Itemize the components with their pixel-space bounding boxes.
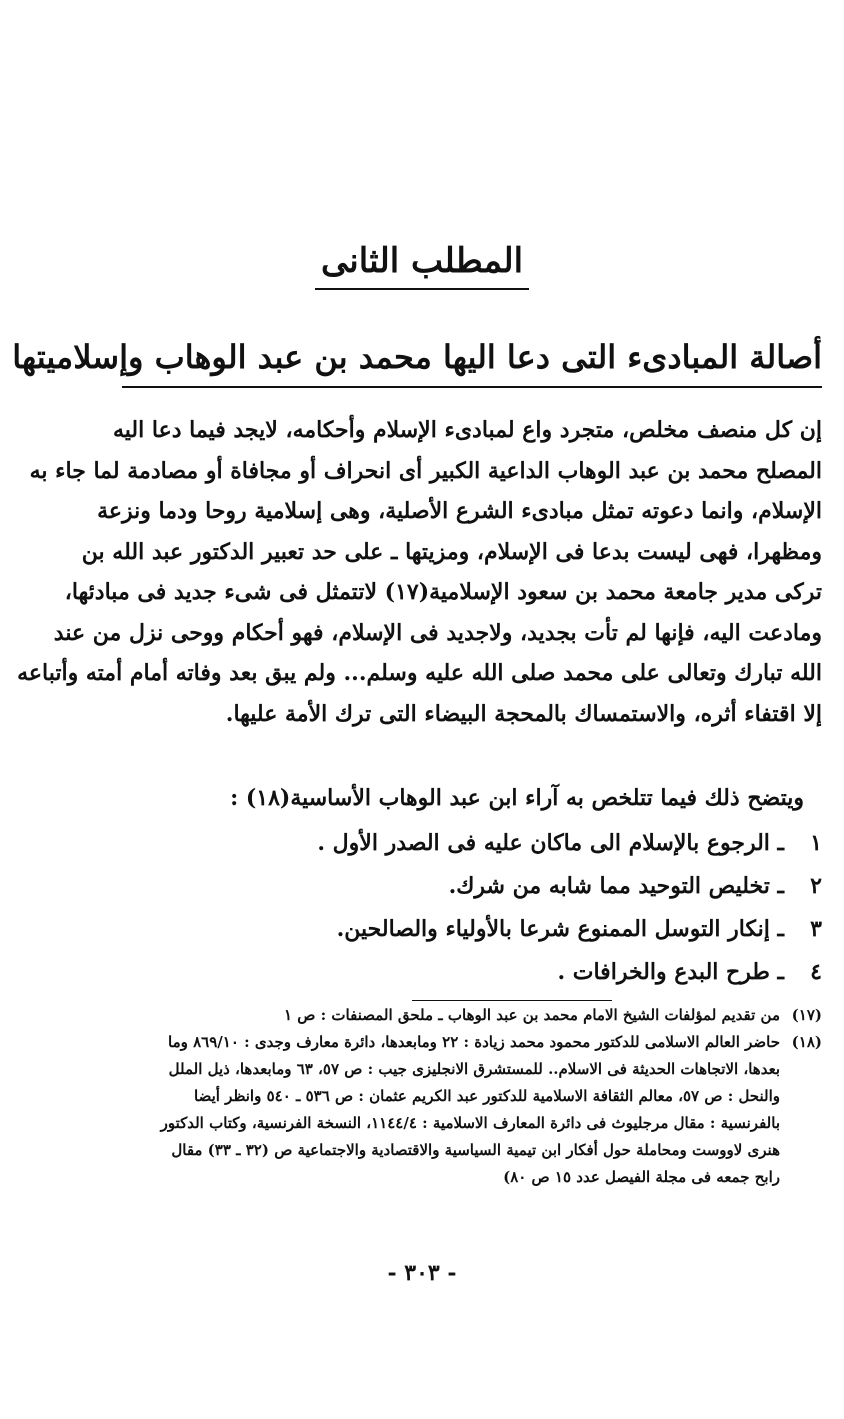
footnote-number: (١٨) [791, 1033, 822, 1051]
list-item [122, 822, 822, 865]
paragraph-line: الله تبارك وتعالى على محمد صلى الله عليه وسلم... ولم يبق بعد وفاته أمام أمته وأتباعه [17, 660, 822, 686]
paragraph-line: الإسلام، وانما دعوته تمثل مبادىء الشرع الأصلية، وهى إسلامية روحا ودما ونزعة [97, 498, 822, 524]
paragraph-line: إن كل منصف مخلص، متجرد واع لمبادىء الإسلام وأحكامه، لايجد فيما دعا اليه [112, 417, 822, 443]
section-title-text: المطلب الثانى [315, 238, 529, 290]
list-item-text: ـ الرجوع بالإسلام الى ماكان عليه فى الصدر الأول . [317, 830, 784, 856]
footnote-line: بالفرنسية : مقال مرجليوث فى دائرة المعارف الاسلامية : ١١٤٤/٤، النسخة الفرنسية، وكتاب الدكتور [160, 1114, 780, 1132]
paragraph-line: المصلح محمد بن عبد الوهاب الداعية الكبير أى انحراف أو مجافاة أو مصادمة لما جاء به [29, 457, 822, 484]
page-number: - ٣٠٣ - [387, 1260, 457, 1286]
list-item [122, 908, 822, 951]
chapter-heading: أصالة المبادىء التى دعا اليها محمد بن عبد الوهاب وإسلاميتها [122, 334, 822, 388]
list-item-text: ـ إنكار التوسل الممنوع شرعا بالأولياء والصالحين. [336, 916, 784, 942]
footnote-line: هنرى لاووست ومحاملة حول أفكار ابن تيمية السياسية والاقتصادية والاجتماعية ص (٣٢ ـ ٣٣) مقال [171, 1141, 780, 1159]
list-item-number: ٣ [810, 916, 822, 942]
list-intro: ويتضح ذلك فيما تتلخص به آراء ابن عبد الوهاب الأساسية(١٨) : [230, 785, 804, 811]
footnote-number: (١٧) [791, 1006, 822, 1024]
paragraph-line: تركى مدير جامعة محمد بن سعود الإسلامية(١٧) لاتتمثل فى شىء جديد فى مبادئها، [64, 579, 822, 605]
paragraph-line: ومظهرا، فهى ليست بدعا فى الإسلام، ومزيتها ـ على حد تعبير الدكتور عبد الله بن [81, 538, 822, 565]
footnote-text [32, 1002, 780, 1029]
list-item-text: ـ طرح البدع والخرافات . [557, 959, 784, 985]
list-item-number: ٢ [810, 873, 822, 899]
paragraph-line: ومادعت اليه، فإنها لم تأت بجديد، ولاجديد فى الإسلام، فهو أحكام ووحى نزل من عند [53, 619, 822, 646]
body-paragraph [17, 410, 822, 734]
footnotes [32, 1002, 822, 1191]
footnote-line: والنحل : ص ٥٧، معالم الثقافة الاسلامية للدكتور عبد الكريم عثمان : ص ٥٣٦ ـ ٥٤٠ وانظر أيضا [194, 1087, 780, 1105]
section-title [0, 238, 844, 290]
footnote-line: من تقديم لمؤلفات الشيخ الامام محمد بن عبد الوهاب ـ ملحق المصنفات : ص ١ [284, 1006, 780, 1024]
paragraph-line: إلا اقتفاء أثره، والاستمساك بالمحجة البيضاء التى ترك الأمة عليها. [225, 700, 822, 727]
list-item [122, 865, 822, 908]
list-item-number: ١ [810, 830, 822, 856]
footnote-line: رابح جمعه فى مجلة الفيصل عدد ١٥ ص ٨٠) [503, 1168, 780, 1186]
footnote-17 [32, 1002, 822, 1029]
list-item-number: ٤ [810, 959, 822, 985]
principles-list [122, 822, 822, 994]
list-item [122, 951, 822, 994]
footnote-text [32, 1029, 780, 1191]
footnote-separator [412, 1000, 612, 1001]
footnote-18 [32, 1029, 822, 1191]
footnote-line: بعدها، الاتجاهات الحديثة فى الاسلام.. للمستشرق الانجليزى جيب : ص ٥٧، ٦٣ ومابعدها، ذيل الملل [168, 1060, 780, 1078]
footnote-line: حاضر العالم الاسلامى للدكتور محمود محمد زيادة : ٢٢ ومابعدها، دائرة معارف وجدى : ٨٦٩/١٠ وما [168, 1033, 780, 1051]
list-item-text: ـ تخليص التوحيد مما شابه من شرك. [448, 873, 784, 899]
